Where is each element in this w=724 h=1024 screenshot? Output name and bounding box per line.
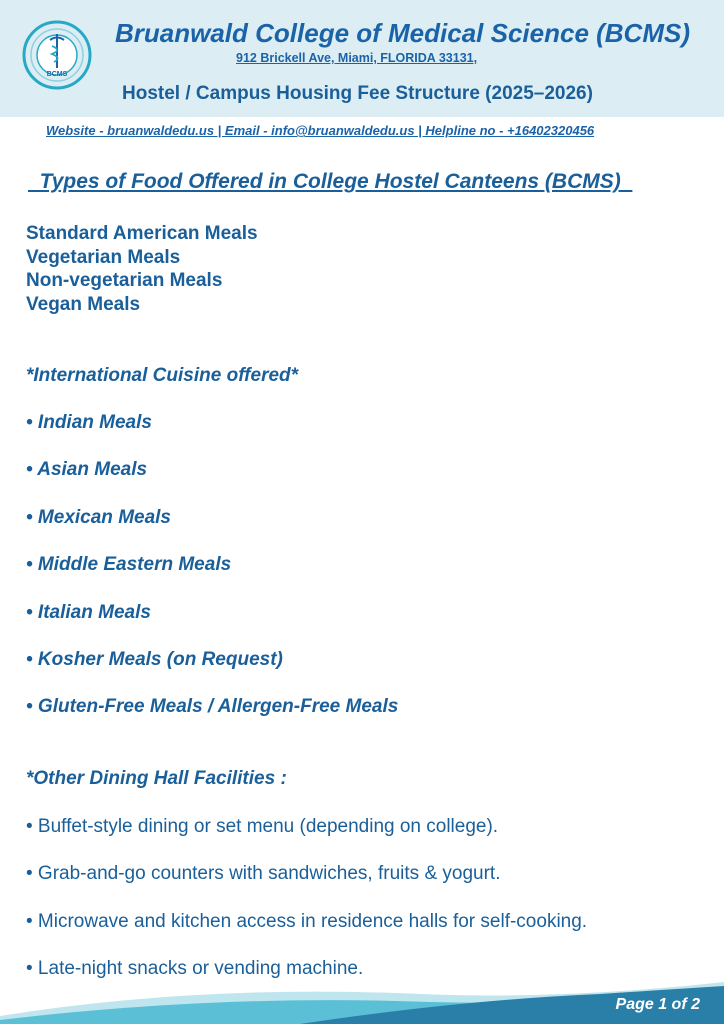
meal-types-list bbox=[26, 222, 258, 316]
list-item: • Middle Eastern Meals bbox=[26, 554, 232, 576]
list-item: • Microwave and kitchen access in residence halls for self-cooking. bbox=[26, 910, 588, 932]
list-item: Standard American Meals bbox=[26, 223, 258, 244]
cuisine-list bbox=[26, 411, 398, 743]
facilities-heading: *Other Dining Hall Facilities : bbox=[26, 768, 287, 789]
list-item: • Late-night snacks or vending machine. bbox=[26, 958, 364, 980]
document-subtitle: Hostel / Campus Housing Fee Structure (2025–2026) bbox=[122, 83, 593, 104]
list-item: • Buffet-style dining or set menu (depending on college). bbox=[26, 816, 499, 837]
logo-text: BCMS bbox=[46, 71, 68, 78]
list-item: • Asian Meals bbox=[26, 459, 148, 481]
facilities-list bbox=[26, 815, 587, 1005]
header-band bbox=[0, 0, 724, 117]
list-item: • Italian Meals bbox=[26, 601, 151, 623]
page-number: Page 1 of 2 bbox=[615, 996, 700, 1013]
college-logo-icon bbox=[22, 20, 92, 90]
list-item: • Kosher Meals (on Request) bbox=[26, 648, 283, 670]
list-item: • Gluten-Free Meals / Allergen-Free Meals bbox=[26, 696, 399, 718]
college-address: 912 Brickell Ave, Miami, FLORIDA 33131, bbox=[236, 51, 478, 65]
list-item: Non-vegetarian Meals bbox=[26, 270, 223, 291]
list-item: • Mexican Meals bbox=[26, 506, 171, 528]
international-heading: *International Cuisine offered* bbox=[26, 365, 299, 386]
list-item: Vegan Meals bbox=[26, 293, 141, 315]
contact-line[interactable]: Website - bruanwaldedu.us | Email - info@bruanwaldedu.us | Helpline no - +16402320456 bbox=[46, 123, 595, 138]
list-item: • Grab-and-go counters with sandwiches, fruits & yogurt. bbox=[26, 863, 501, 885]
college-title: Bruanwald College of Medical Science (BCMS) bbox=[115, 18, 690, 48]
list-item: • Indian Meals bbox=[26, 412, 152, 433]
section-title: Types of Food Offered in College Hostel Canteens (BCMS) bbox=[28, 170, 633, 193]
list-item: Vegetarian Meals bbox=[26, 246, 181, 268]
